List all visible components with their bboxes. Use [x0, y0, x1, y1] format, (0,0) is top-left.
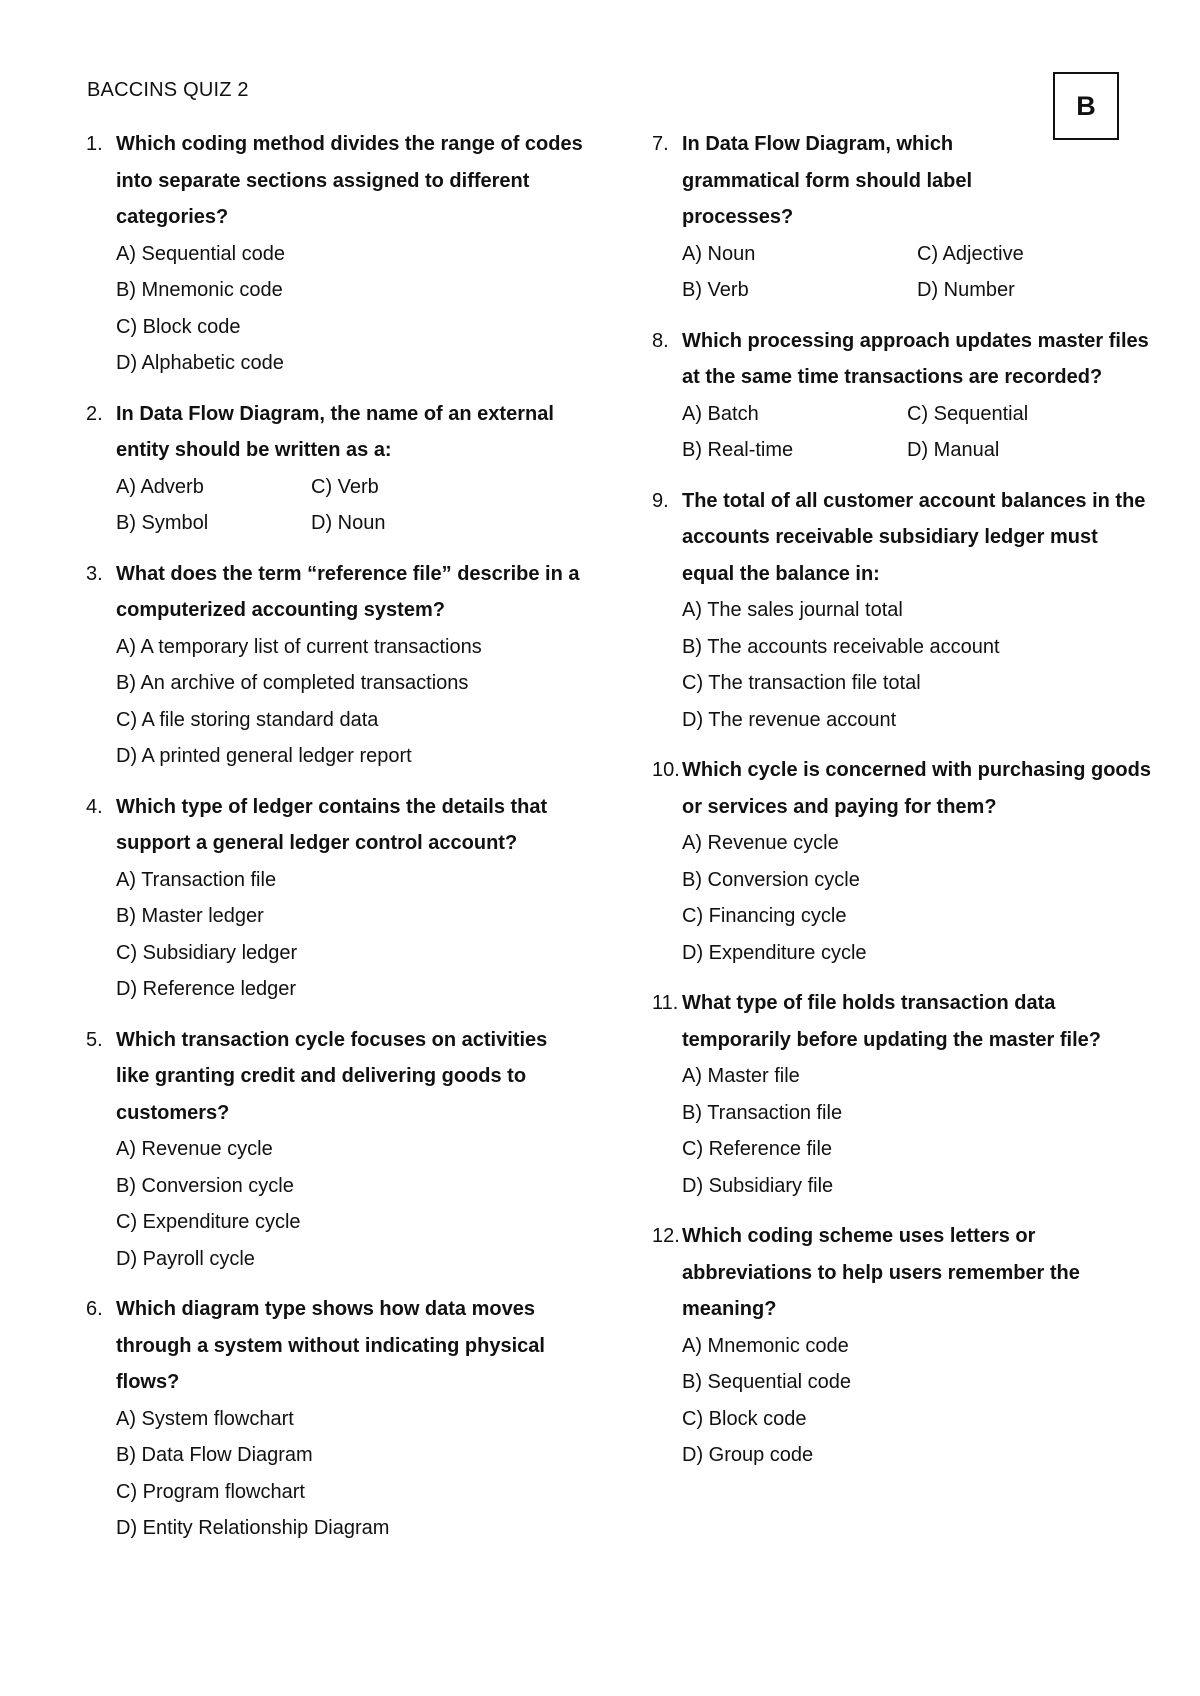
version-label-box: B	[1053, 72, 1119, 140]
question-number: 3.	[86, 562, 103, 585]
answer-option-d: D) Noun	[311, 512, 386, 534]
question-12	[652, 1218, 1152, 1474]
left-column	[86, 126, 586, 1561]
answer-option-d: D) Group code	[682, 1444, 814, 1466]
question-number: 1.	[86, 133, 103, 155]
answer-option-d: D) Reference ledger	[116, 978, 297, 1000]
answer-option-c: C) Program flowchart	[116, 1480, 305, 1503]
question-text: Which processing approach updates master files at the same time transactions are recorded?	[682, 329, 1149, 388]
answer-options-grid	[682, 396, 1152, 469]
answer-option-a: A) Batch	[682, 402, 759, 425]
question-2	[86, 396, 586, 542]
answer-option-b: B) Mnemonic code	[116, 279, 283, 301]
answer-option-c: C) Verb	[311, 475, 379, 498]
answer-option-c: C) Adjective	[917, 242, 1024, 265]
question-text: Which transaction cycle focuses on activities like granting credit and delivering goods to customers?	[116, 1028, 548, 1124]
answer-option-c: C) Sequential	[907, 402, 1029, 425]
answer-option-b: B) The accounts receivable account	[682, 635, 1000, 658]
question-text: Which cycle is concerned with purchasing goods or services and paying for them?	[682, 759, 1151, 818]
question-text: Which diagram type shows how data moves through a system without indicating physical flows?	[116, 1298, 545, 1393]
answer-option-c: C) Subsidiary ledger	[116, 941, 298, 964]
right-column	[652, 126, 1152, 1488]
answer-options-grid	[682, 236, 1152, 309]
answer-option-c: C) Block code	[116, 315, 241, 338]
answer-option-a: A) Transaction file	[116, 868, 277, 891]
question-number: 9.	[652, 489, 669, 512]
question-number: 12.	[652, 1225, 680, 1247]
answer-option-b: B) Transaction file	[682, 1101, 843, 1124]
answer-option-d: D) Payroll cycle	[116, 1247, 255, 1270]
question-8	[652, 323, 1152, 469]
answer-option-d: D) Manual	[907, 439, 1000, 461]
question-number: 8.	[652, 329, 669, 352]
answer-option-b: B) Symbol	[116, 512, 209, 534]
question-text: In Data Flow Diagram, which grammatical form should label processes?	[682, 133, 973, 228]
answer-option-c: C) Reference file	[682, 1138, 833, 1160]
answer-option-d: D) Expenditure cycle	[682, 941, 867, 964]
question-number: 7.	[652, 133, 669, 155]
answer-option-d: D) Entity Relationship Diagram	[116, 1517, 390, 1539]
answer-option-c: C) Expenditure cycle	[116, 1211, 301, 1233]
answer-option-c: C) Financing cycle	[682, 905, 847, 927]
answer-option-a: A) Mnemonic code	[682, 1334, 849, 1357]
answer-option-b: B) Data Flow Diagram	[116, 1444, 313, 1466]
question-number: 2.	[86, 402, 103, 425]
answer-option-b: B) Conversion cycle	[116, 1174, 294, 1197]
question-text: Which coding scheme uses letters or abbreviations to help users remember the meaning?	[682, 1225, 1080, 1320]
question-number: 4.	[86, 795, 103, 818]
answer-option-a: A) A temporary list of current transactions	[116, 635, 482, 658]
answer-option-d: D) A printed general ledger report	[116, 745, 412, 767]
question-text: The total of all customer account balances in the accounts receivable subsidiary ledger must equal the balance in:	[682, 489, 1146, 585]
answer-option-a: A) System flowchart	[116, 1407, 294, 1430]
answer-option-c: C) A file storing standard data	[116, 708, 379, 731]
answer-option-d: D) The revenue account	[682, 708, 897, 731]
answer-option-b: B) Master ledger	[116, 905, 264, 927]
answer-option-b: B) Real-time	[682, 439, 794, 461]
question-4	[86, 789, 586, 1008]
question-7	[652, 126, 1152, 309]
question-text: In Data Flow Diagram, the name of an external entity should be written as a:	[116, 402, 554, 461]
answer-option-c: C) Block code	[682, 1407, 807, 1430]
question-number: 11.	[652, 992, 679, 1014]
answer-option-b: B) An archive of completed transactions	[116, 672, 469, 694]
question-9	[652, 483, 1152, 739]
question-number: 6.	[86, 1298, 103, 1320]
answer-option-c: C) The transaction file total	[682, 672, 921, 694]
answer-option-b: B) Sequential code	[682, 1371, 852, 1393]
answer-option-a: A) Sequential code	[116, 242, 286, 265]
question-5	[86, 1022, 586, 1278]
answer-option-d: D) Subsidiary file	[682, 1174, 834, 1197]
question-11	[652, 985, 1152, 1204]
question-text: Which type of ledger contains the details that support a general ledger control account?	[116, 795, 548, 854]
question-3	[86, 556, 586, 775]
question-number: 10.	[652, 759, 680, 781]
answer-option-a: A) Revenue cycle	[682, 832, 839, 854]
question-1	[86, 126, 586, 382]
question-text: Which coding method divides the range of codes into separate sections assigned to different categories?	[116, 133, 583, 228]
answer-option-a: A) Adverb	[116, 475, 204, 498]
answer-option-a: A) Master file	[682, 1065, 800, 1087]
answer-option-b: B) Verb	[682, 279, 749, 301]
answer-option-a: A) The sales journal total	[682, 599, 903, 621]
question-6	[86, 1291, 586, 1547]
question-10	[652, 752, 1152, 971]
answer-option-d: D) Number	[917, 279, 1015, 301]
question-text: What type of file holds transaction data temporarily before updating the master file?	[682, 992, 1101, 1051]
answer-option-d: D) Alphabetic code	[116, 352, 284, 374]
answer-options-grid	[116, 469, 586, 542]
question-text: What does the term “reference file” describe in a computerized accounting system?	[116, 562, 580, 621]
quiz-title: BACCINS QUIZ 2	[87, 79, 249, 101]
answer-option-a: A) Noun	[682, 242, 756, 265]
answer-option-a: A) Revenue cycle	[116, 1138, 273, 1160]
answer-option-b: B) Conversion cycle	[682, 868, 860, 891]
question-number: 5.	[86, 1028, 103, 1051]
